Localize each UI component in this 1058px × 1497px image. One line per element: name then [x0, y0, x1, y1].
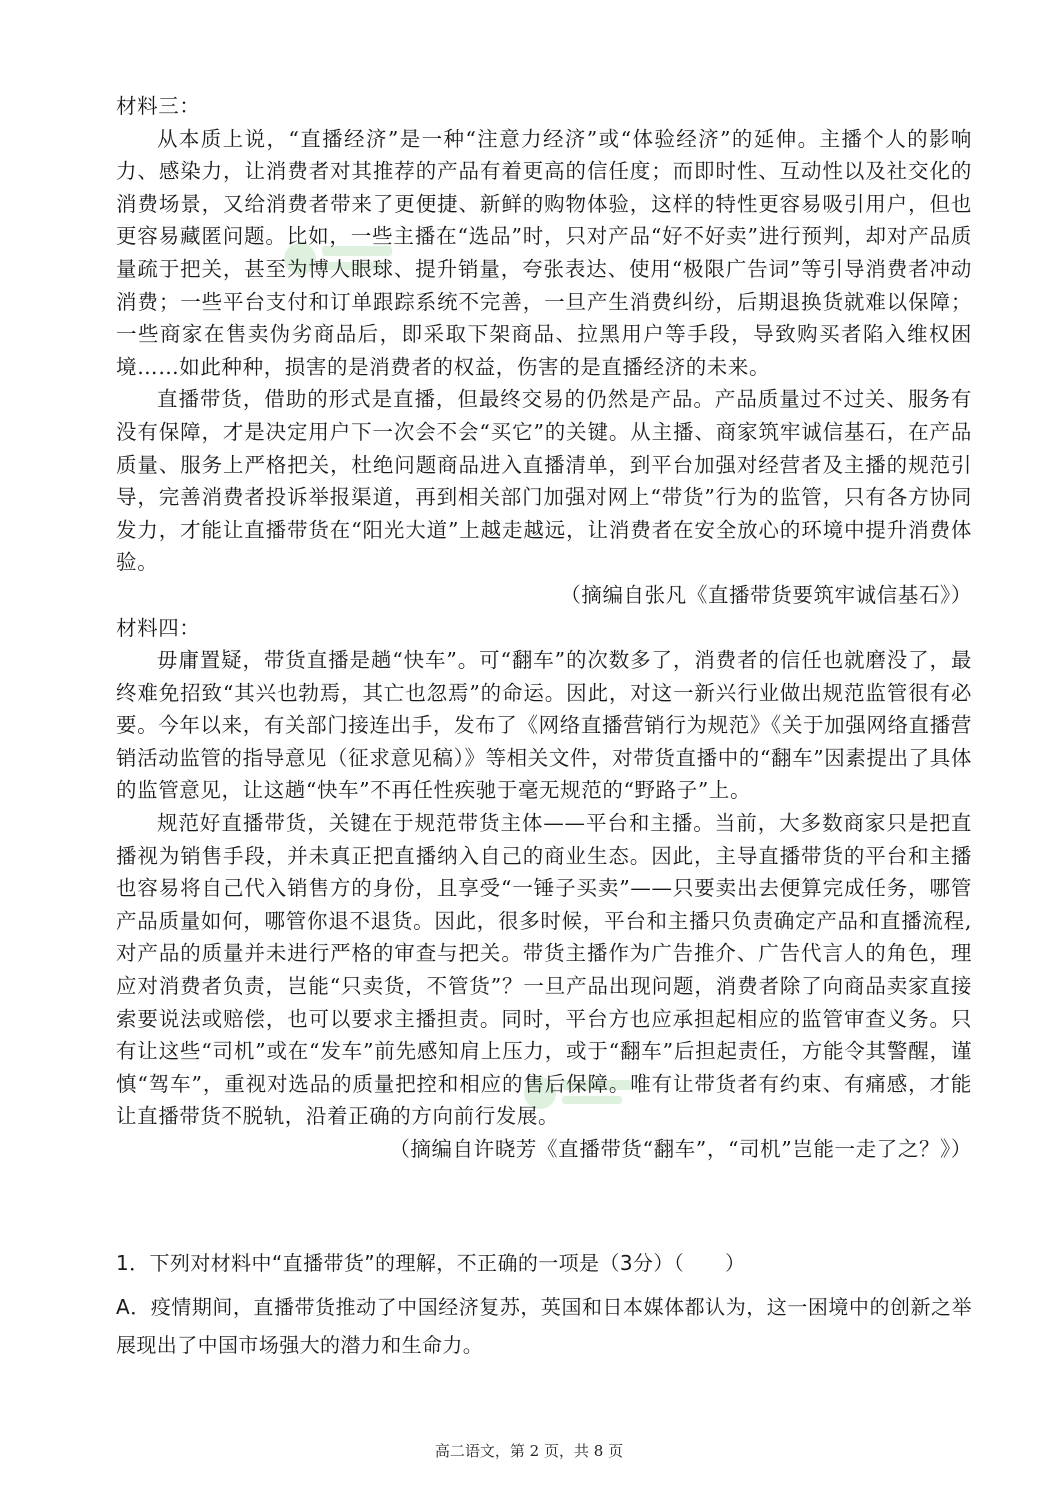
question-1-option-a: A．疫情期间，直播带货推动了中国经济复苏，英国和日本媒体都认为，这一困境中的创新之举展现出了中国市场强大的潜力和生命力。 [116, 1295, 972, 1357]
question-1-stem: 1．下列对材料中“直播带货”的理解，不正确的一项是（3分）（ ） [116, 1251, 746, 1275]
material-three [116, 90, 972, 612]
material-three-paragraph-2: 直播带货，借助的形式是直播，但最终交易的仍然是产品。产品质量过不过关、服务有没有保障，才是决定用户下一次会不会“买它”的关键。从主播、商家筑牢诚信基石，在产品质量、服务上严格把关，杜绝问题商品进入直播清单，到平台加强对经营者及主播的规范引导，完善消费者投诉举报渠道，再到相关部门加强对网上“带货”行为的监管，只有各方协同发力，才能让直播带货在“阳光大道”上越走越远，让消费者在安全放心的环境中提升消费体验。 [116, 387, 972, 575]
material-four-paragraph-1: 毋庸置疑，带货直播是趟“快车”。可“翻车”的次数多了，消费者的信任也就磨没了，最终难免招致“其兴也勃焉，其亡也忽焉”的命运。因此，对这一新兴行业做出规范监管很有必要。今年以来，有关部门接连出手，发布了《网络直播营销行为规范》《关于加强网络直播营销活动监管的指导意见（征求意见稿）》等相关文件，对带货直播中的“翻车”因素提出了具体的监管意见，让这趟“快车”不再任性疾驰于毫无规范的“野路子”上。 [116, 648, 972, 803]
question-1 [116, 1244, 972, 1364]
material-four [116, 612, 972, 1166]
material-four-heading: 材料四： [116, 615, 201, 640]
reading-materials [116, 90, 972, 1166]
page-footer: 高二语文，第 2 页，共 8 页 [434, 1442, 624, 1460]
material-three-source: （摘编自张凡《直播带货要筑牢诚信基石》） [560, 582, 972, 607]
material-three-heading: 材料三： [116, 94, 201, 118]
material-four-source: （摘编自许晓芳《直播带货“翻车”，“司机”岂能一走了之？》） [389, 1137, 972, 1161]
material-four-paragraph-2: 规范好直播带货，关键在于规范带货主体——平台和主播。当前，大多数商家只是把直播视为销售手段，并未真正把直播纳入自己的商业生态。因此，主导直播带货的平台和主播也容易将自己代入销售方的身份，且享受“一锤子买卖”——只要卖出去便算完成任务，哪管产品质量如何，哪管你退不退货。因此，很多时候，平台和主播只负责确定产品和直播流程,对产品的质量并未进行严格的审查与把关。带货主播作为广告推介、广告代言人的角色，理应对消费者负责，岂能“只卖货，不管货”？一旦产品出现问题，消费者除了向商品卖家直接索要说法或赔偿，也可以要求主播担责。同时，平台方也应承担起相应的监管审查义务。只有让这些“司机”或在“发车”前先感知肩上压力，或于“翻车”后担起责任，方能令其警醒，谨慎“驾车”，重视对选品的质量把控和相应的售后保障。唯有让带货者有约束、有痛感，才能让直播带货不脱轨，沿着正确的方向前行发展。 [116, 811, 972, 1129]
material-three-paragraph-1: 从本质上说，“直播经济”是一种“注意力经济”或“体验经济”的延伸。主播个人的影响力、感染力，让消费者对其推荐的产品有着更高的信任度；而即时性、互动性以及社交化的消费场景，又给消费者带来了更便捷、新鲜的购物体验，这样的特性更容易吸引用户，但也更容易藏匿问题。比如，一些主播在“选品”时，只对产品“好不好卖”进行预判，却对产品质量疏于把关，甚至为博人眼球、提升销量，夸张表达、使用“极限广告词”等引导消费者冲动消费；一些平台支付和订单跟踪系统不完善，一旦产生消费纠纷，后期退换货就难以保障；一些商家在售卖伪劣商品后，即采取下架商品、拉黑用户等手段，导致购买者陷入维权困境……如此种种，损害的是消费者的权益，伤害的是直播经济的未来。 [116, 126, 972, 379]
